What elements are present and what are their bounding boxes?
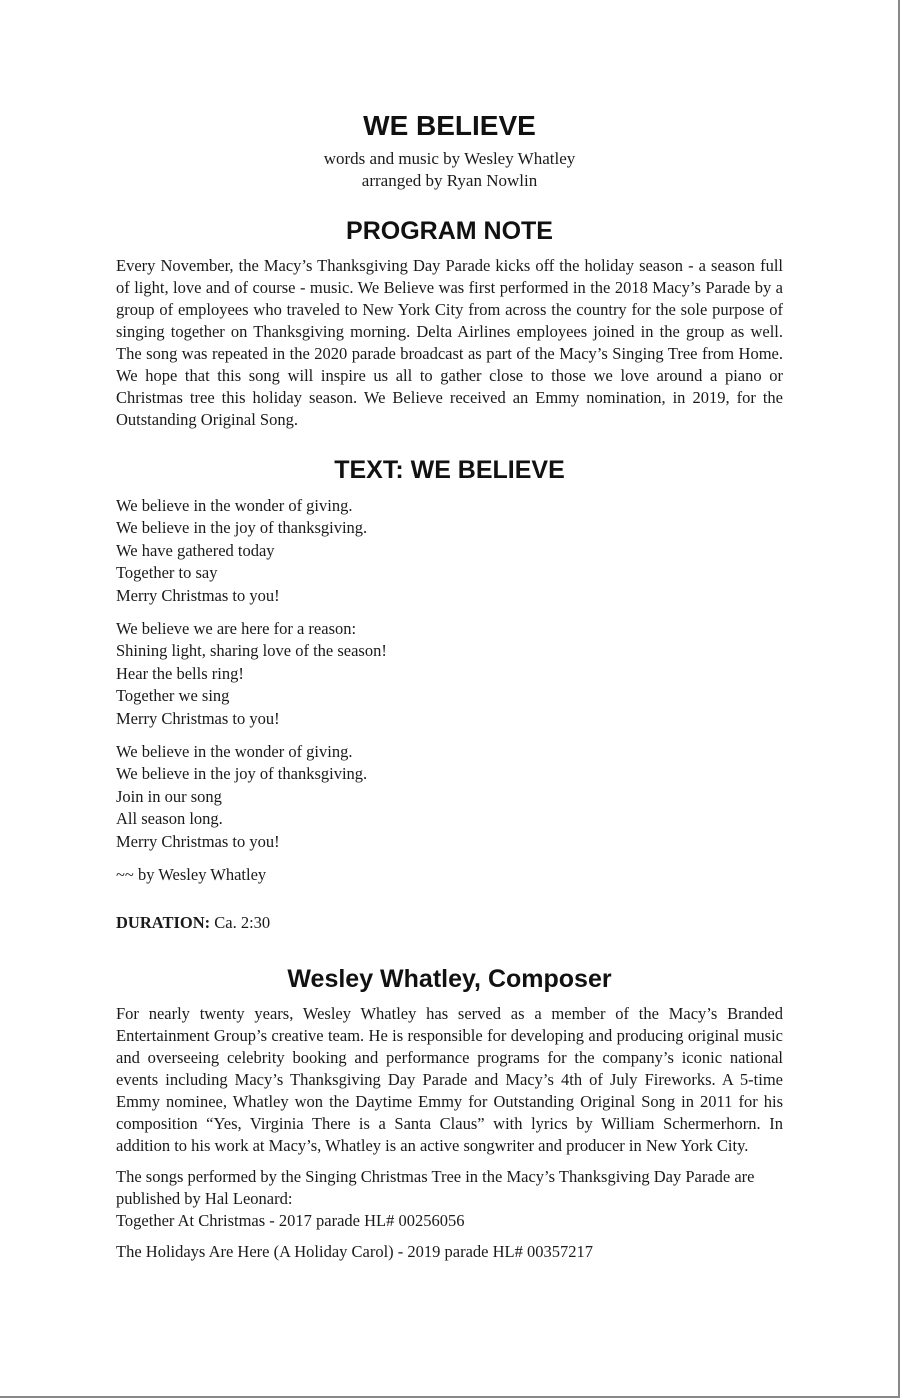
lyrics-stanza-1 [116, 495, 783, 607]
song-title: WE BELIEVE [363, 110, 536, 141]
credit-words-music: words and music by Wesley Whatley [323, 149, 576, 168]
songs-intro-text: The songs performed by the Singing Christmas Tree in the Macy’s Thanksgiving Day Parade are published by Hal Leonard: [116, 1167, 755, 1209]
songs-intro [116, 1166, 783, 1232]
lyric-line: We believe in the joy of thanksgiving. [116, 764, 368, 784]
song-item-1: Together At Christmas - 2017 parade HL# 00256056 [116, 1211, 465, 1231]
lyric-line: We have gathered today [116, 540, 275, 560]
lyric-line: Hear the bells ring! [116, 663, 244, 683]
program-note-heading: PROGRAM NOTE [346, 217, 553, 245]
lyric-line: We believe in the joy of thanksgiving. [116, 518, 368, 538]
lyric-line: Together we sing [116, 686, 230, 706]
lyric-line: Join in our song [116, 786, 222, 806]
credit-arranger: arranged by Ryan Nowlin [361, 171, 538, 190]
lyric-line: We believe we are here for a reason: [116, 619, 357, 639]
lyrics-stanza-2 [116, 618, 783, 730]
lyrics-heading: TEXT: WE BELIEVE [334, 456, 565, 484]
lyrics-stanza-3 [116, 741, 783, 853]
lyrics-byline: ~~ by Wesley Whatley [116, 865, 267, 885]
duration [116, 912, 783, 934]
lyric-line: All season long. [116, 809, 223, 829]
lyric-line: Merry Christmas to you! [116, 708, 280, 728]
duration-value: Ca. 2:30 [214, 913, 271, 933]
lyric-line: We believe in the wonder of giving. [116, 742, 353, 762]
lyric-line: Merry Christmas to you! [116, 585, 280, 605]
song-item-2: The Holidays Are Here (A Holiday Carol) - 2019 parade HL# 00357217 [116, 1242, 594, 1262]
lyric-line: Shining light, sharing love of the season! [116, 641, 387, 661]
lyric-line: We believe in the wonder of giving. [116, 496, 353, 515]
lyric-line: Merry Christmas to you! [116, 831, 280, 851]
composer-bio: For nearly twenty years, Wesley Whatley has served as a member of the Macy’s Branded Entertainment Group’s creative team. He is responsible for developing and producing original music and overseeing celebrity booking and performance programs for the company’s iconic national events including Macy’s Thanksgiving Day Parade and Macy’s 4th of July Fireworks. A 5-time Emmy nominee, Whatley won the Daytime Emmy for Outstanding Original Song in 2011 for his composition “Yes, Virginia There is a Santa Claus” with lyrics by William Schermerhorn. In addition to his work at Macy’s, Whatley is an active songwriter and producer in New York City. [116, 1004, 783, 1156]
lyric-line: Together to say [116, 563, 218, 583]
page-content [116, 108, 783, 1263]
program-note-body: Every November, the Macy’s Thanksgiving Day Parade kicks off the holiday season - a season full of light, love and of course - music. We Believe was first performed in the 2018 Macy’s Parade by a group of employees who traveled to New York City from across the country for the sole purpose of singing together on Thanksgiving morning. Delta Airlines employees joined in the group as well. The song was repeated in the 2020 parade broadcast as part of the Macy’s Singing Tree from Home. We hope that this song will inspire us all to gather close to those we love around a piano or Christmas tree this holiday season. We Believe received an Emmy nomination, in 2019, for the Outstanding Original Song. [116, 256, 783, 429]
duration-label: DURATION: [116, 913, 211, 933]
composer-heading: Wesley Whatley, Composer [287, 965, 612, 994]
